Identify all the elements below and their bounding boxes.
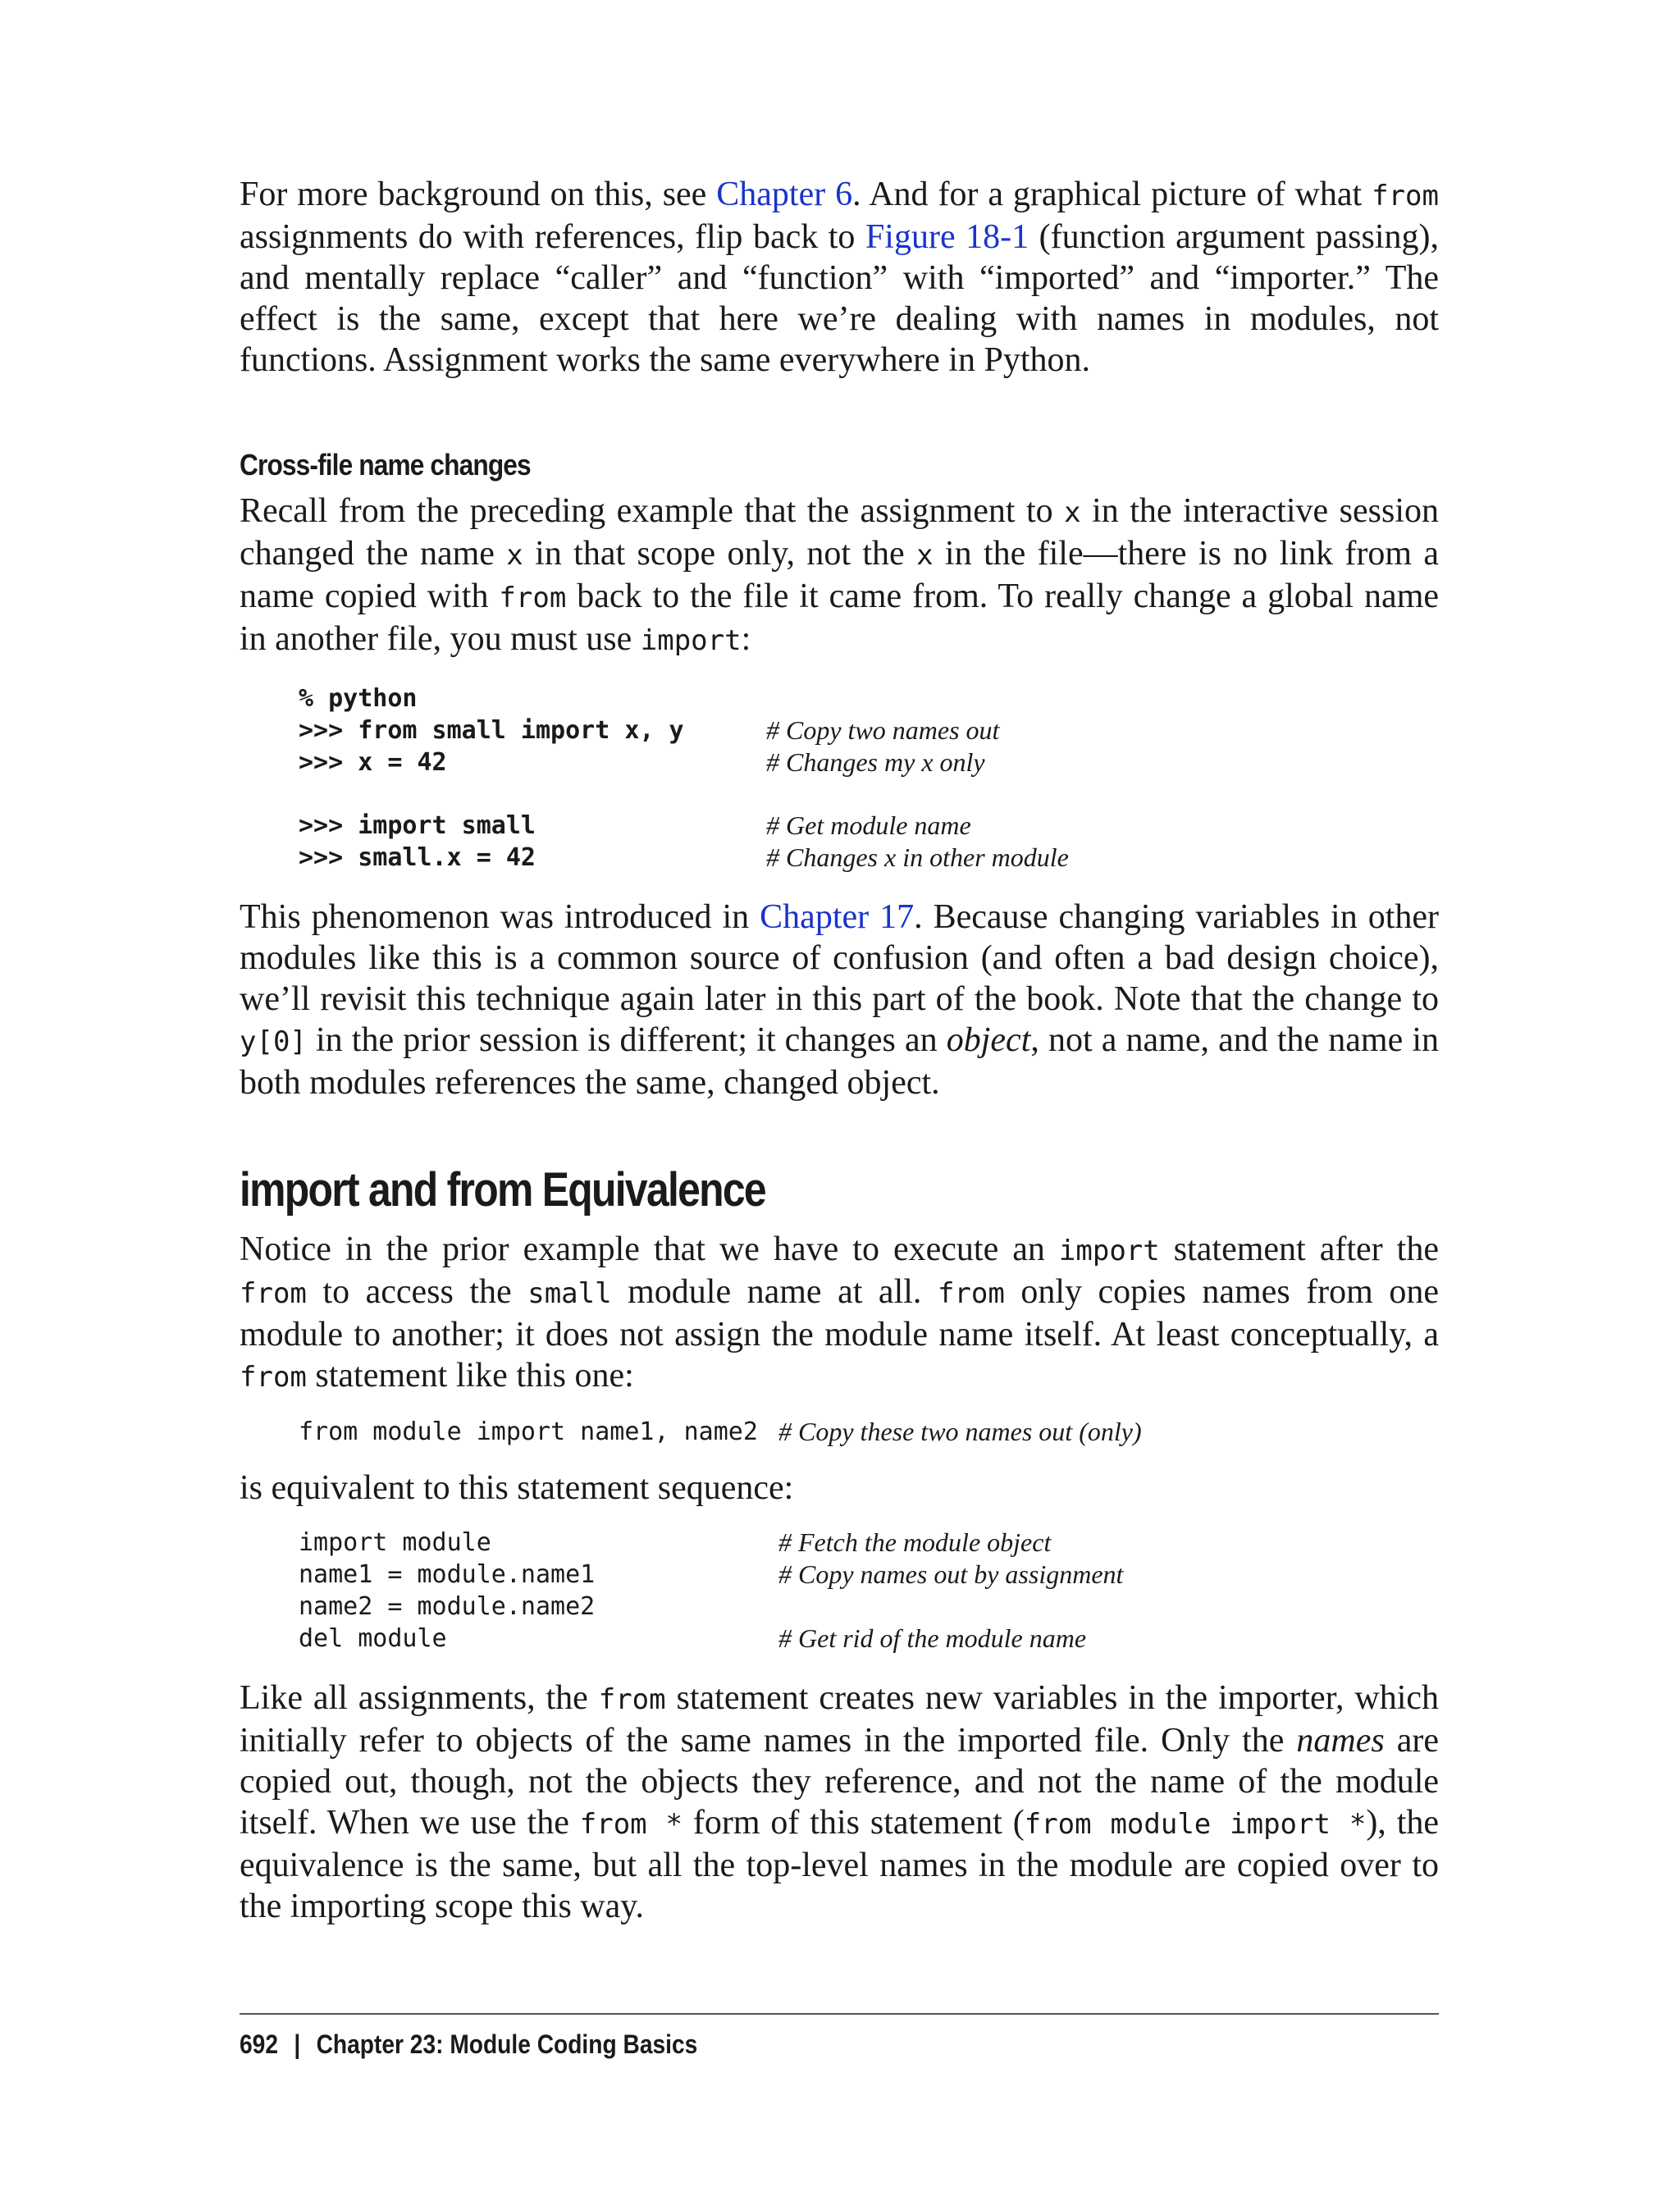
- text: form of this statement (: [682, 1804, 1025, 1842]
- code-text: >>> from small import x, y: [299, 716, 684, 745]
- code-line-blank: [299, 778, 1439, 810]
- paragraph-background: [240, 174, 1439, 381]
- text: in that scope only, not the: [523, 535, 917, 573]
- text: are copied out, though, not the objects they reference, and not the name of the module itself. When we use the: [240, 1722, 1439, 1842]
- paragraph-cross-file: [240, 491, 1439, 661]
- text: Notice in the prior example that we have to execute an: [240, 1230, 1059, 1268]
- code-line: [299, 1559, 1439, 1591]
- text: :: [741, 620, 751, 658]
- code-text: % python: [299, 684, 418, 713]
- text: to access the: [306, 1273, 528, 1311]
- page-number: 692: [240, 2029, 278, 2059]
- page-content: [240, 174, 1439, 1927]
- code-comment: # Copy these two names out (only): [778, 1417, 1142, 1446]
- text: in the prior session is different; it changes an: [306, 1021, 947, 1059]
- inline-code: from: [499, 582, 567, 614]
- section-heading: import and from Equivalence: [240, 1163, 765, 1217]
- code-line: [299, 746, 1439, 778]
- inline-code: x: [916, 539, 934, 572]
- inline-code: from: [1372, 180, 1439, 212]
- code-comment: # Changes my x only: [766, 747, 985, 777]
- code-example-sequence: [299, 1527, 1439, 1655]
- code-line: [299, 810, 1439, 842]
- code-comment: # Get rid of the module name: [778, 1623, 1087, 1653]
- inline-code: x: [1064, 496, 1081, 529]
- paragraph-like-all-assignments: [240, 1678, 1439, 1927]
- paragraph-equivalent: is equivalent to this statement sequence:: [240, 1469, 794, 1507]
- text: ), the equivalence is the same, but all the top-level names in the module are copied over to the importing scope this way.: [240, 1804, 1440, 1925]
- text: For more background on this, see: [240, 176, 717, 213]
- text: . And for a graphical picture of what: [852, 176, 1372, 213]
- chapter-6-link[interactable]: Chapter 6: [716, 176, 853, 213]
- inline-code: from: [240, 1361, 307, 1394]
- text: back to the file it came from. To really change a global name in another file, you must use: [240, 578, 1439, 658]
- code-text: >>> small.x = 42: [299, 843, 536, 872]
- text: only copies names from one module to another; it does not assign the module name itself. At least conceptually, a: [240, 1273, 1439, 1354]
- text: Recall from the preceding example that the assignment to: [240, 492, 1065, 530]
- inline-code: from module import *: [1024, 1808, 1367, 1841]
- text: This phenomenon was introduced in: [240, 898, 760, 936]
- code-line: [299, 1591, 1439, 1623]
- code-comment: # Copy names out by assignment: [778, 1559, 1124, 1589]
- text: , not a name, and the name in both modules references the same, changed object.: [240, 1021, 1440, 1102]
- inline-code: x: [506, 539, 523, 572]
- inline-code: from *: [579, 1808, 682, 1841]
- code-text: >>> x = 42: [299, 748, 447, 777]
- code-line: [299, 1527, 1439, 1559]
- chapter-title: Chapter 23: Module Coding Basics: [316, 2029, 698, 2059]
- code-line: [299, 714, 1439, 746]
- code-comment: # Fetch the module object: [778, 1527, 1052, 1557]
- code-line: [299, 842, 1439, 874]
- page-footer: [240, 2013, 1439, 2060]
- code-line: [299, 1416, 1439, 1448]
- code-comment: # Get module name: [766, 810, 971, 840]
- text: Like all assignments, the: [240, 1679, 599, 1717]
- code-text: from module import name1, name2: [299, 1418, 758, 1446]
- inline-code: y[0]: [240, 1025, 307, 1058]
- text: in the file—there is no link from a name copied with: [240, 535, 1440, 615]
- code-line: [299, 682, 1439, 714]
- code-text: del module: [299, 1624, 447, 1653]
- code-text: [299, 778, 766, 810]
- emphasis: object: [946, 1021, 1031, 1059]
- code-comment: # Copy two names out: [766, 715, 1000, 745]
- code-comment: # Changes x in other module: [766, 842, 1069, 872]
- text: . Because changing variables in other modules like this is a common source of confusion (and often a bad design choice), we’ll revisit this technique again later in this part of the book. Note that the change to: [240, 898, 1440, 1018]
- inline-code: from: [240, 1277, 307, 1310]
- inline-code: from: [937, 1277, 1005, 1310]
- code-text: >>> import small: [299, 811, 536, 840]
- text: statement after the: [1159, 1230, 1439, 1268]
- emphasis: names: [1296, 1722, 1385, 1760]
- code-text: import module: [299, 1528, 491, 1557]
- inline-code: small: [527, 1277, 612, 1310]
- text: statement creates new variables in the importer, which initially refer to objects of the same names in the imported file. Only the: [240, 1679, 1439, 1760]
- text: module name at all.: [611, 1273, 938, 1311]
- text: statement like this one:: [306, 1357, 634, 1395]
- text: in the interactive session changed the name: [240, 492, 1439, 573]
- text: assignments do with references, flip back to: [240, 218, 865, 256]
- figure-18-1-link[interactable]: Figure 18-1: [865, 218, 1029, 256]
- inline-code: from: [598, 1683, 666, 1716]
- paragraph-phenomenon: [240, 897, 1439, 1103]
- subsection-heading: Cross-file name changes: [240, 448, 531, 482]
- code-line: [299, 1623, 1439, 1655]
- text: (function argument passing), and mentally replace “caller” and “function” with “imported” and “importer.” The effect is the same, except that here we’re dealing with names in modules, not functions. Assignment works the same everywhere in Python.: [240, 218, 1439, 379]
- inline-code: import: [1058, 1235, 1160, 1267]
- inline-code: import: [640, 624, 742, 657]
- code-example-interactive: [299, 682, 1439, 874]
- paragraph-notice: [240, 1229, 1439, 1398]
- code-example-from: [299, 1416, 1439, 1448]
- footer-divider: [240, 2013, 1439, 2015]
- code-text: name2 = module.name2: [299, 1592, 596, 1621]
- code-text: name1 = module.name1: [299, 1560, 596, 1589]
- chapter-17-link[interactable]: Chapter 17: [760, 898, 915, 936]
- footer-separator: |: [294, 2029, 301, 2059]
- footer-text: [240, 2029, 1295, 2060]
